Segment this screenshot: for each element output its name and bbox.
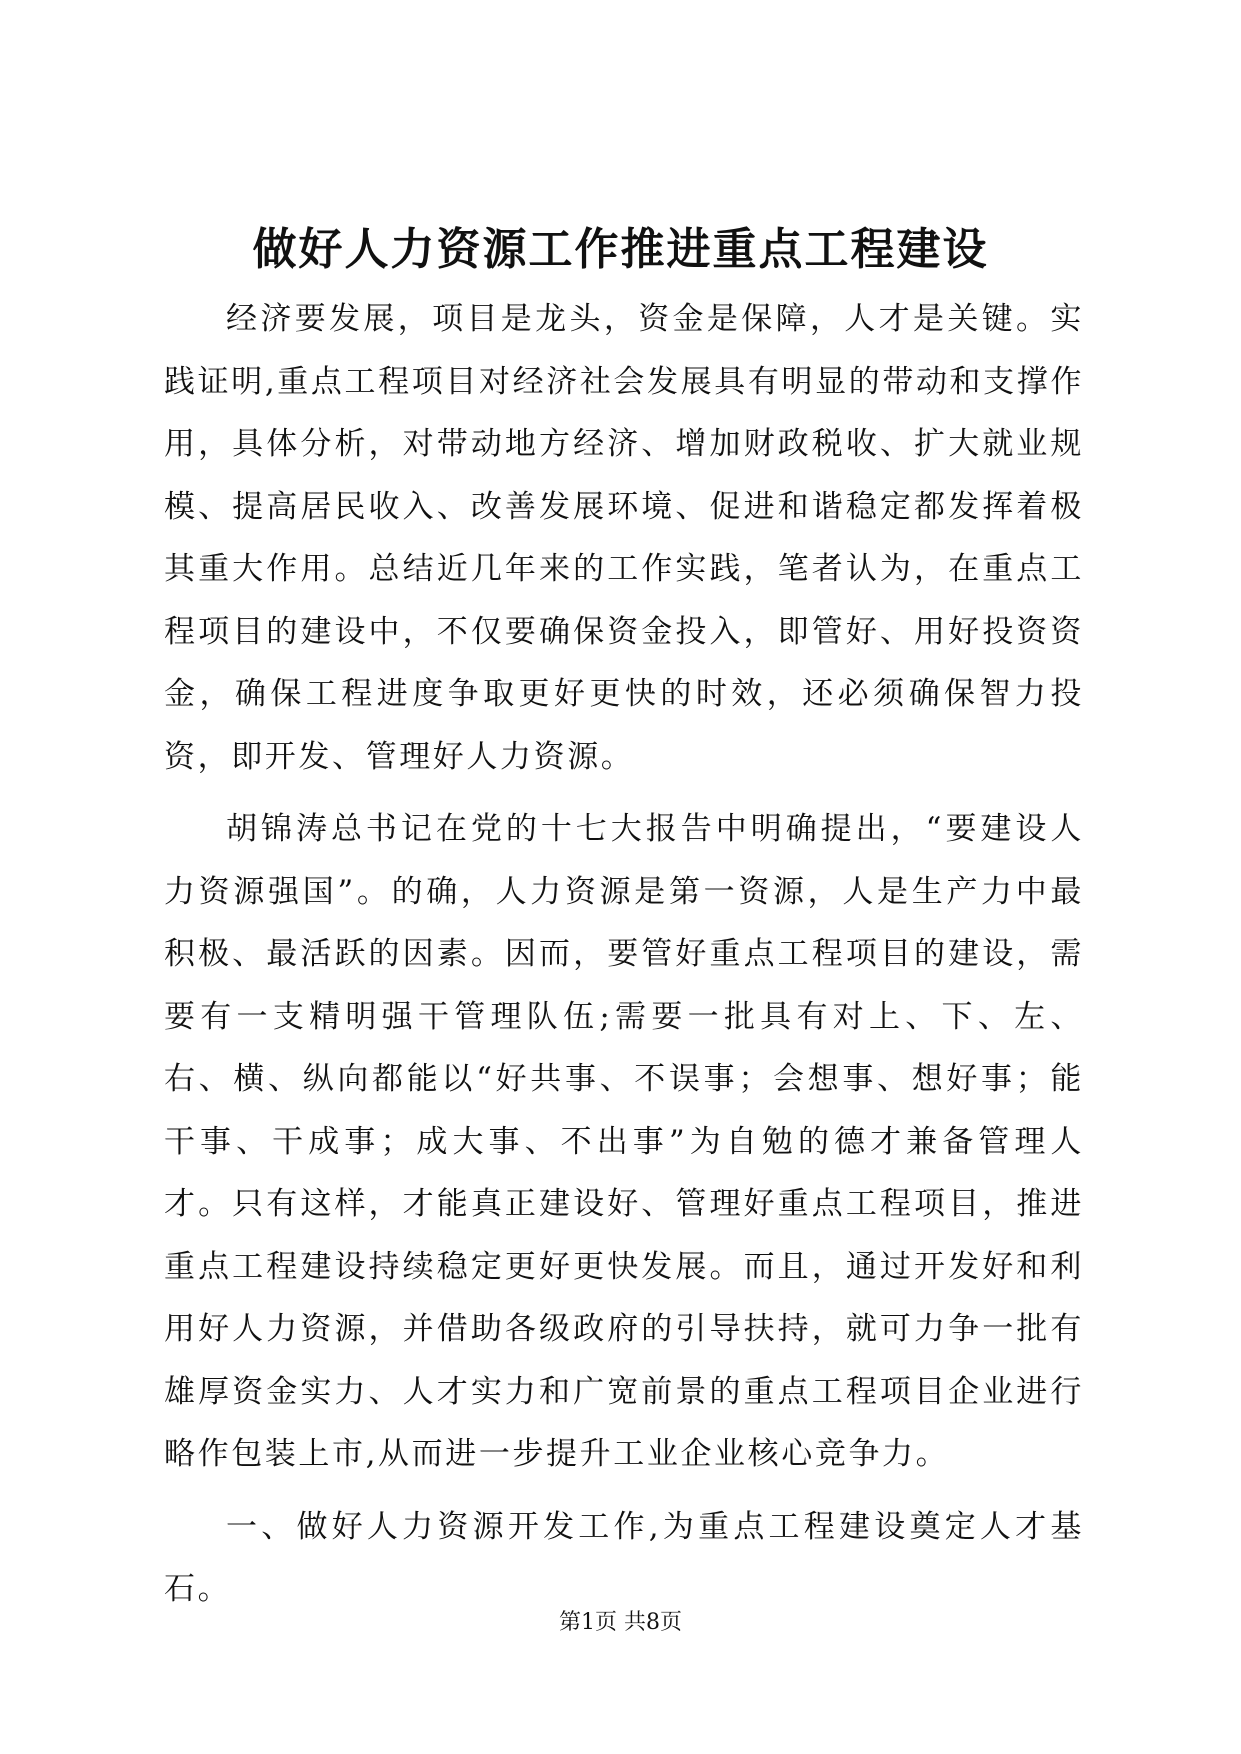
section-heading-1: 一、做好人力资源开发工作,为重点工程建设奠定人才基石。	[164, 1508, 1084, 1607]
paragraph-intro: 经济要发展，项目是龙头，资金是保障，人才是关键。实践证明,重点工程项目对经济社会发展具有明显的带动和支撑作用，具体分析，对带动地方经济、增加财政税收、扩大就业规模、提高居民收入、改善发展环境、促进和谐稳定都发挥着极其重大作用。总结近几年来的工作实践，笔者认为，在重点工程项目的建设中，不仅要确保资金投入，即管好、用好投资资金，确保工程进度争取更好更快的时效，还必须确保智力投资，即开发、管理好人力资源。	[164, 301, 1084, 775]
paragraph-report: 胡锦涛总书记在党的十七大报告中明确提出，“要建设人力资源强国”。的确，人力资源是第一资源，人是生产力中最积极、最活跃的因素。因而，要管好重点工程项目的建设，需要有一支精明强干管理队伍;需要一批具有对上、下、左、右、横、纵向都能以“好共事、不误事；会想事、想好事；能干事、干成事；成大事、不出事”为自勉的德才兼备管理人才。只有这样，才能真正建设好、管理好重点工程项目，推进重点工程建设持续稳定更好更快发展。而且，通过开发好和利用好人力资源，并借助各级政府的引导扶持，就可力争一批有雄厚资金实力、人才实力和广宽前景的重点工程项目企业进行略作包装上市,从而进一步提升工业企业核心竞争力。	[164, 811, 1084, 1472]
document-title: 做好人力资源工作推进重点工程建设	[252, 224, 989, 275]
page-footer: 第1页 共8页	[559, 1610, 682, 1635]
document-body	[164, 288, 1084, 1621]
